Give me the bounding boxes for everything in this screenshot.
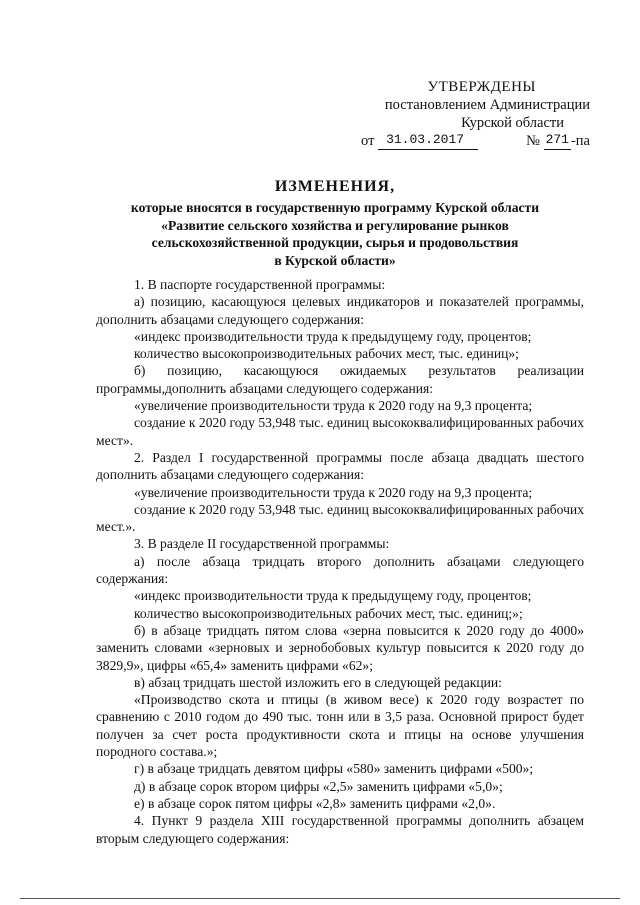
paragraph: «индекс производительности труда к предыдущему году, процентов; — [134, 328, 532, 344]
paragraph: создание к 2020 году 53,948 тыс. единиц высококвалифицированных рабочих мест». — [96, 415, 584, 448]
paragraph: «индекс производительности труда к предыдущему году, процентов; — [134, 588, 532, 604]
paragraph: г) в абзаце тридцать девятом цифры «580» заменить цифрами «500»; — [134, 761, 534, 777]
paragraph: 2. Раздел I государственной программы после абзаца двадцать шестого дополнить абзацами следующего содержания: — [96, 449, 584, 483]
paragraph: е) в абзаце сорок пятом цифры «2,8» заменить цифрами «2,0». — [134, 795, 496, 811]
heading-subtitle-2: «Развитие сельского хозяйства и регулирование рынков — [161, 217, 509, 233]
paragraph: количество высокопроизводительных рабочих мест, тыс. единиц;»; — [134, 605, 523, 621]
paragraph: количество высокопроизводительных рабочих мест, тыс. единиц»; — [134, 346, 519, 362]
approval-date: 31.03.2017 — [378, 132, 478, 150]
paragraph: а) после абзаца тридцать второго дополнить абзацами следующего содержания: — [96, 553, 584, 587]
heading-subtitle-4: в Курской области» — [274, 252, 396, 268]
approval-stamp — [330, 78, 590, 150]
paragraph: в) абзац тридцать шестой изложить его в следующей редакции: — [134, 674, 502, 690]
paragraph: 3. В разделе II государственной программы: — [134, 536, 390, 552]
approval-title: УТВЕРЖДЕНЫ — [427, 79, 536, 95]
heading-subtitle-1: которые вносятся в государственную программу Курской области — [130, 200, 540, 215]
paragraph: 4. Пункт 9 раздела XIII государственной программы дополнить абзацем вторым следующего содержания: — [96, 813, 584, 846]
paragraph: б) позицию, касающуюся ожидаемых результатов реализации программы,дополнить абзацами следующего содержания: — [96, 363, 584, 396]
page-bottom-edge — [20, 898, 620, 899]
approval-line-1: постановлением Администрации — [384, 97, 590, 113]
document-body — [96, 276, 584, 847]
document-heading — [70, 178, 600, 269]
approval-line-2: Курской области — [461, 115, 564, 131]
heading-subtitle-3: сельскохозяйственной продукции, сырья и продовольствия — [151, 235, 519, 251]
date-prefix: от — [361, 133, 375, 149]
paragraph: создание к 2020 году 53,948 тыс. единиц высококвалифицированных рабочих мест.». — [96, 501, 584, 535]
paragraph: 1. В паспорте государственной программы: — [134, 277, 386, 292]
number-suffix: -па — [570, 133, 590, 149]
paragraph: «Производство скота и птицы (в живом весе) к 2020 году возрастет по сравнению с 2010 годом до 490 тыс. тонн или в 3,5 раза. Основной прирост будет получен за счет роста продуктивности скота и птицы на основе улучшения породного состава.»; — [96, 692, 584, 760]
number-prefix: № — [526, 133, 540, 149]
approval-number: 271 — [544, 132, 571, 150]
paragraph: «увеличение производительности труда к 2020 году на 9,3 процента; — [134, 484, 533, 500]
paragraph: а) позицию, касающуюся целевых индикаторов и показателей программы, дополнить абзацами следующего содержания: — [96, 294, 584, 327]
paragraph: б) в абзаце тридцать пятом слова «зерна повысится к 2020 году до 4000» заменить словами «зерновых и зернобобовых культур повысится к 2020 году до 3829,9», цифры «65,4» заменить цифрами «62»; — [96, 622, 584, 673]
paragraph: д) в абзаце сорок втором цифры «2,5» заменить цифрами «5,0»; — [134, 778, 503, 794]
paragraph: «увеличение производительности труда к 2020 году на 9,3 процента; — [134, 398, 533, 414]
approval-date-row — [330, 132, 590, 150]
heading-title: ИЗМЕНЕНИЯ, — [274, 178, 396, 195]
